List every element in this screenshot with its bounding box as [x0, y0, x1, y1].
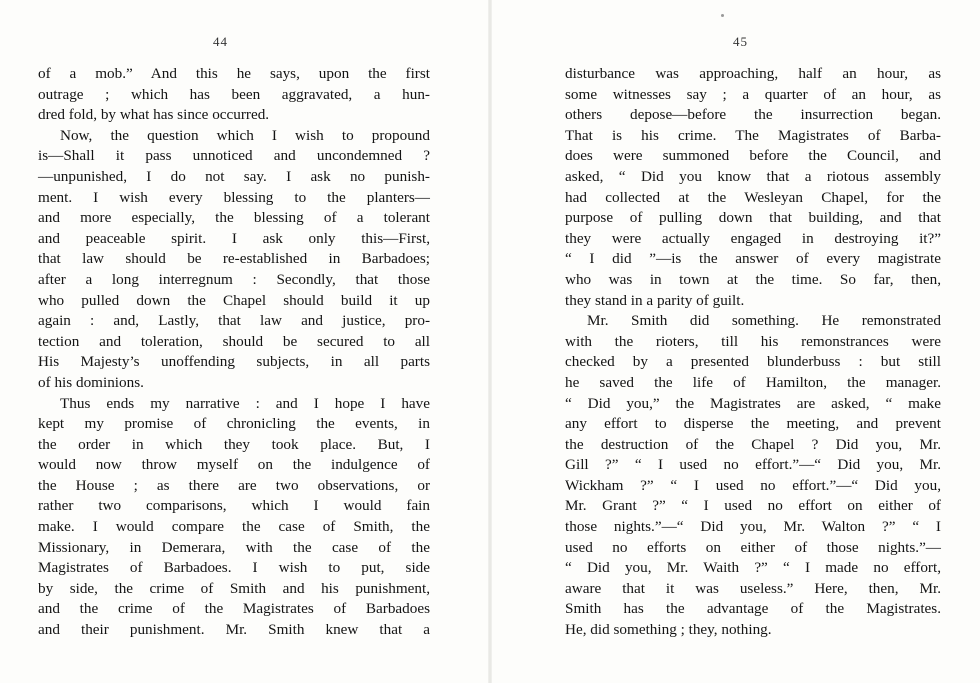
- left-page-text-line: outrage ; which has been aggravated, a hun-: [38, 85, 430, 103]
- left-page-text-line: Magistrates of Barbadoes. I wish to put, side: [38, 559, 430, 577]
- left-page-text-line: and the crime of the Magistrates of Barbadoes: [38, 600, 430, 618]
- left-page-text-line: and peaceable spirit. I ask only this—First,: [38, 229, 430, 247]
- left-page-number: 44: [213, 34, 228, 49]
- left-page-text-line: —unpunished, I do not say. I ask no punish-: [38, 167, 430, 185]
- right-page-text-line: Mr. Grant ?” “ I used no effort on either of: [565, 497, 941, 515]
- left-page-text-line: tection and toleration, should be secured to all: [38, 332, 430, 350]
- right-page-text-line: any effort to disperse the meeting, and prevent: [565, 415, 941, 433]
- right-page-text-line: Gill ?” “ I used no effort.”—“ Did you, Mr.: [565, 456, 941, 474]
- right-page-text-line: disturbance was approaching, half an hour, as: [565, 65, 941, 82]
- left-page-text: [38, 64, 430, 641]
- left-page-text-line: ment. I wish every blessing to the planters—: [38, 188, 430, 206]
- left-page-text-line: kept my promise of chronicling the events, in: [38, 415, 430, 433]
- right-page-text-line: those nights.”—“ Did you, Mr. Walton ?” “ I: [565, 518, 941, 536]
- right-page-text-line: aware that it was useless.” Here, then, Mr.: [565, 579, 941, 597]
- right-page-text-line: some witnesses say ; a quarter of an hour, as: [565, 85, 941, 103]
- right-page-text-line: Smith has the advantage of the Magistrates.: [565, 600, 941, 618]
- right-page-text-line: with the rioters, till his remonstrances were: [565, 332, 941, 350]
- left-page-text-line: make. I would compare the case of Smith, the: [38, 518, 430, 536]
- right-page-text-line: they were actually engaged in destroying it?”: [565, 229, 941, 247]
- right-page-text-line: “ I did ”—is the answer of every magistrate: [565, 250, 941, 268]
- left-page-text-line: dred fold, by what has since occurred.: [38, 106, 270, 124]
- left-page-text-line: and more especially, the blessing of a tolerant: [38, 209, 430, 227]
- left-page-text-line: who pulled down the Chapel should build it up: [38, 291, 430, 309]
- right-page-text-line: used no efforts on either of those nights.”—: [565, 538, 941, 556]
- right-page-text-line: the destruction of the Chapel ? Did you, Mr.: [565, 435, 941, 453]
- right-page-text-line: they stand in a parity of guilt.: [565, 291, 745, 309]
- right-page-text-line: Mr. Smith did something. He remonstrated: [587, 312, 941, 330]
- left-page-text-line: Now, the question which I wish to propound: [60, 126, 430, 144]
- left-page-text-line: that law should be re-established in Barbadoes;: [38, 250, 430, 268]
- right-page-number: 45: [733, 34, 748, 49]
- left-page-text-line: by side, the crime of Smith and his punishment,: [38, 579, 430, 597]
- left-page-text-line: Missionary, in Demerara, with the case of the: [38, 538, 430, 556]
- right-page: [490, 0, 980, 683]
- left-page-text-line: after a long interregnum : Secondly, that those: [38, 270, 430, 288]
- right-page-text-line: asked, “ Did you know that a riotous assembly: [565, 167, 941, 185]
- right-page-text-line: Wickham ?” “ I used no effort.”—“ Did you,: [565, 476, 941, 494]
- left-page-text-line: the House ; as there are two observations, or: [38, 476, 430, 494]
- right-page-text-line: purpose of pulling down that building, and that: [565, 209, 941, 227]
- left-page-text-line: again : and, Lastly, that law and justice, pro-: [38, 312, 430, 330]
- right-page-text-line: others depose—before the insurrection began.: [565, 106, 941, 124]
- right-page-text-line: That is his crime. The Magistrates of Barba-: [565, 126, 941, 144]
- right-page-text-line: “ Did you,” the Magistrates are asked, “ make: [565, 394, 941, 412]
- right-page-text: [565, 64, 941, 641]
- left-page-text-line: and their punishment. Mr. Smith knew that a: [38, 621, 430, 639]
- left-page-text-line: the order in which they took place. But, I: [38, 435, 430, 453]
- left-page-text-line: of his dominions.: [38, 373, 144, 391]
- left-page-text-line: rather two comparisons, which I would fain: [38, 497, 430, 515]
- paper-speck: [721, 14, 724, 17]
- left-page-text-line: Thus ends my narrative : and I hope I have: [60, 394, 430, 412]
- right-page-text-line: had collected at the Wesleyan Chapel, for the: [565, 188, 941, 206]
- left-page-text-line: His Majesty’s unoffending subjects, in all parts: [38, 353, 430, 371]
- right-page-text-line: checked by a presented blunderbuss : but still: [565, 353, 941, 371]
- right-page-text-line: “ Did you, Mr. Waith ?” “ I made no effort,: [565, 559, 941, 577]
- right-page-text-line: he saved the life of Hamilton, the manager.: [565, 373, 941, 391]
- right-page-text-line: He, did something ; they, nothing.: [565, 621, 772, 639]
- left-page-text-line: of a mob.” And this he says, upon the first: [38, 65, 430, 82]
- right-page-text-line: does were summoned before the Council, and: [565, 147, 941, 165]
- left-page-text-line: would now throw myself on the indulgence of: [38, 456, 430, 474]
- right-page-text-line: who was in town at the time. So far, then,: [565, 270, 941, 288]
- left-page-text-line: is—Shall it pass unnoticed and uncondemned ?: [38, 147, 430, 165]
